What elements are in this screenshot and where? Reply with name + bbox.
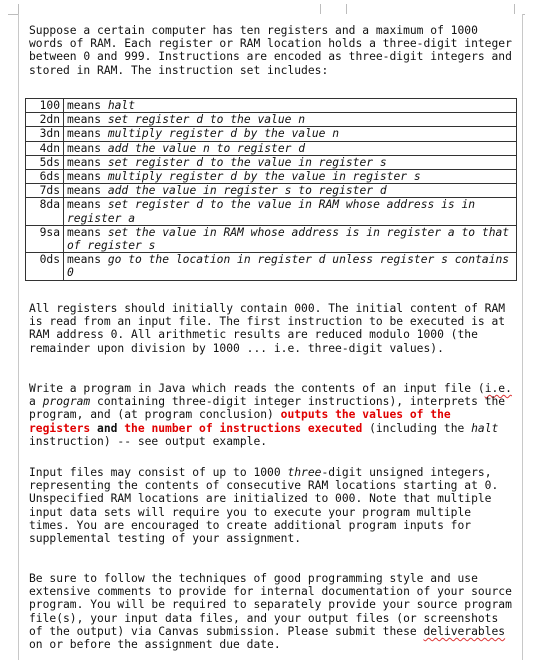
instruction-text: add the value in register s to register d bbox=[107, 184, 387, 198]
means-word: means bbox=[67, 184, 102, 198]
instruction-code: 6ds bbox=[26, 170, 64, 183]
instruction-description bbox=[64, 170, 516, 183]
ie-abbrev: i.e. bbox=[484, 382, 512, 395]
instruction-row bbox=[26, 155, 516, 169]
registers-text: All registers should initially contain 000. The initial content of RAM is read from an input file. The first instruction to be executed is at RAM address 0. All arithmetic results are reduced modulo 1000 (the remainder upon division by 1000 ... i.e. three-digit values). bbox=[29, 302, 506, 355]
instruction-table bbox=[25, 98, 517, 281]
instruction-description bbox=[64, 99, 516, 112]
instruction-text: multiply register d by the value in register s bbox=[107, 170, 421, 184]
style-text-1: Be sure to follow the techniques of good programming style and use extensive comments to provide for internal documentation of your source program. You will be required to separately provide your source program file(s), your input data files, and your output files (or screenshots of the output) via Canvas submission. Please submit these bbox=[29, 572, 512, 638]
instruction-row bbox=[26, 197, 516, 224]
instruction-row bbox=[26, 112, 516, 126]
instruction-description bbox=[64, 184, 516, 197]
style-text bbox=[29, 572, 514, 651]
input-files-text bbox=[29, 466, 514, 545]
instruction-row bbox=[26, 141, 516, 155]
input-text-1: Input files may consist of up to 1000 bbox=[29, 466, 288, 479]
deliverables-word: deliverables bbox=[423, 624, 506, 638]
instructions-count-highlight: the number of instructions executed bbox=[124, 421, 363, 435]
instruction-text: set the value in RAM whose address is in register a to that of register s bbox=[67, 225, 510, 253]
means-word: means bbox=[67, 225, 102, 239]
instruction-code: 9sa bbox=[26, 226, 64, 252]
instruction-description bbox=[64, 142, 516, 155]
task-text bbox=[29, 382, 514, 448]
instruction-row bbox=[26, 169, 516, 183]
style-paragraph bbox=[29, 572, 514, 651]
task-text-1: Write a program in Java which reads the contents of an input file ( bbox=[29, 382, 485, 395]
three-word: three bbox=[287, 466, 322, 479]
means-word: means bbox=[67, 198, 102, 212]
task-text-5: instruction) -- see output example. bbox=[29, 434, 268, 448]
instruction-text: set register d to the value in register s bbox=[107, 155, 387, 169]
registers-paragraph bbox=[29, 302, 514, 355]
instruction-code: 5ds bbox=[26, 156, 64, 169]
program-word: program bbox=[42, 395, 91, 409]
instruction-code: 100 bbox=[26, 99, 64, 112]
and-word: and bbox=[90, 421, 125, 435]
instruction-description bbox=[64, 253, 516, 279]
instruction-code: 7ds bbox=[26, 184, 64, 197]
instruction-description bbox=[64, 198, 516, 224]
means-word: means bbox=[67, 141, 102, 155]
means-word: means bbox=[67, 253, 102, 267]
intro-text: Suppose a certain computer has ten registers and a maximum of 1000 words of RAM. Each register or RAM location holds a three-digit integer between 0 and 999. Instructions are encoded as three-digit integers and stored in RAM. The instruction set includes: bbox=[29, 24, 512, 77]
input-files-paragraph bbox=[29, 466, 514, 545]
instruction-row bbox=[26, 252, 516, 279]
instruction-text: add the value n to register d bbox=[107, 141, 306, 155]
instruction-code: 8da bbox=[26, 198, 64, 224]
means-word: means bbox=[67, 170, 102, 184]
instruction-text: halt bbox=[107, 99, 136, 112]
task-paragraph bbox=[29, 382, 514, 448]
instruction-description bbox=[64, 226, 516, 252]
instruction-code: 0ds bbox=[26, 253, 64, 279]
means-word: means bbox=[67, 113, 102, 127]
instruction-row bbox=[26, 126, 516, 140]
instruction-row bbox=[26, 225, 516, 252]
instruction-text: multiply register d by the value n bbox=[107, 127, 340, 141]
means-word: means bbox=[67, 99, 102, 112]
task-text-4: (including the bbox=[362, 421, 472, 435]
output-registers-highlight: outputs the values of the registers bbox=[29, 408, 451, 435]
means-word: means bbox=[67, 155, 102, 169]
instruction-code: 2dn bbox=[26, 113, 64, 126]
instruction-row bbox=[26, 99, 516, 112]
instruction-text: go to the location in register d unless register s contains 0 bbox=[67, 253, 510, 280]
intro-paragraph bbox=[29, 24, 514, 77]
instruction-description bbox=[64, 113, 516, 126]
instruction-description bbox=[64, 127, 516, 140]
instruction-row bbox=[26, 183, 516, 197]
input-text-2: -digit unsigned integers, representing the contents of consecutive RAM locations starting at 0. Unspecified RAM locations are initialized to 000. Note that multiple input data sets will require you to execute your program multiple times. You are encouraged to create additional program inputs for supplemental testing of your assignment. bbox=[29, 466, 499, 546]
instruction-text: set register d to the value in RAM whose address is in register a bbox=[67, 198, 476, 225]
means-word: means bbox=[67, 127, 102, 141]
task-text-3: containing three-digit integer instructions), interprets the program, and (at program conclusion) bbox=[29, 395, 506, 422]
instruction-code: 3dn bbox=[26, 127, 64, 140]
instruction-code: 4dn bbox=[26, 142, 64, 155]
style-text-2: on or before the assignment due date. bbox=[29, 638, 281, 652]
instruction-description bbox=[64, 156, 516, 169]
halt-word: halt bbox=[471, 421, 499, 435]
instruction-text: set register d to the value n bbox=[107, 113, 306, 127]
document-page bbox=[18, 14, 523, 660]
task-text-2: a bbox=[29, 395, 43, 409]
